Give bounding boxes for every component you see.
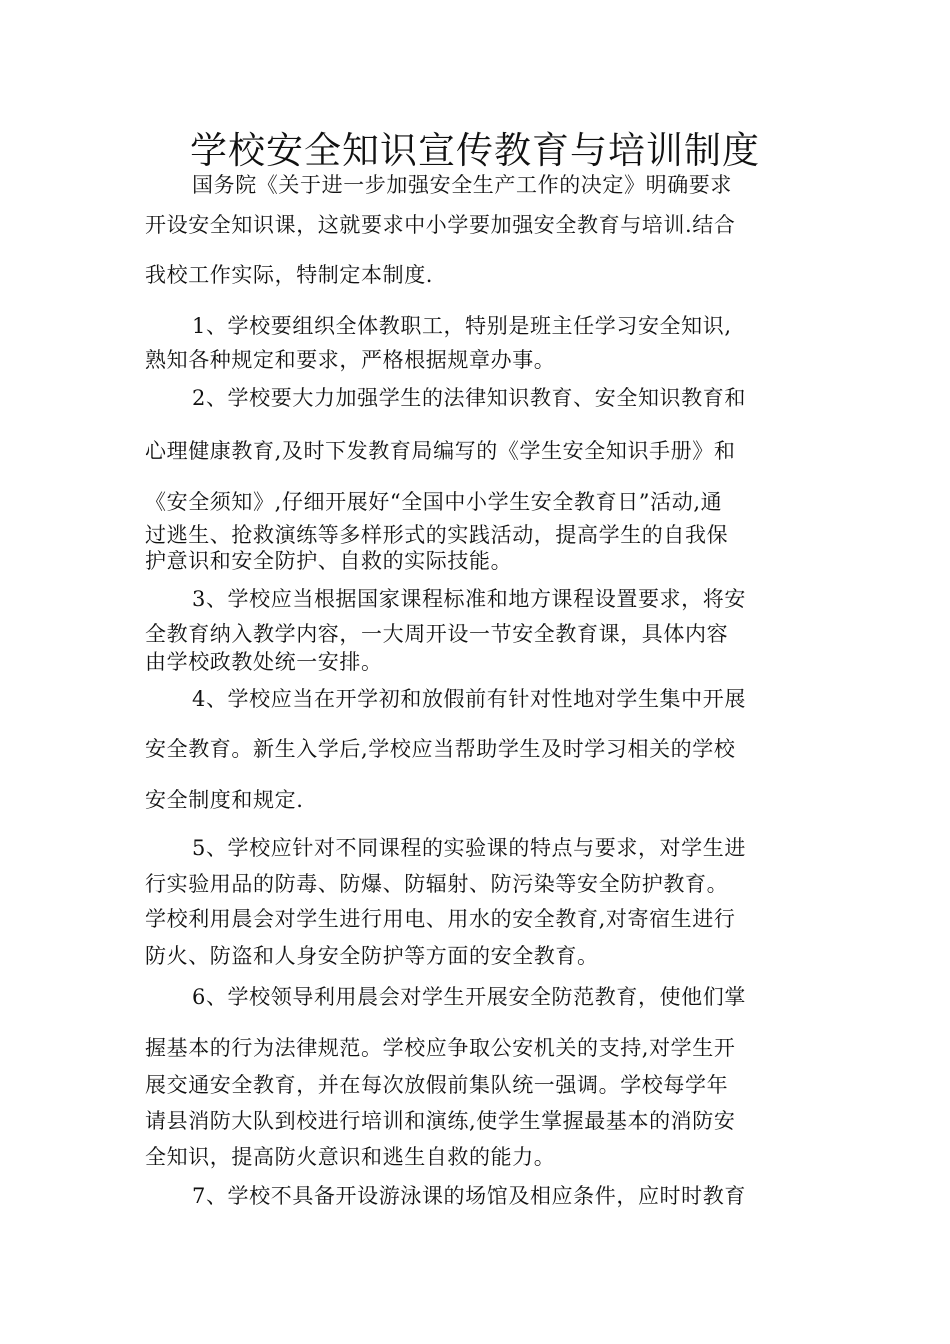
text-line: 请县消防大队到校进行培训和演练,使学生掌握最基本的消防安 [145, 1109, 736, 1133]
text-line: 全知识，提高防火意识和逃生自救的能力。 [145, 1145, 556, 1169]
text-line: 我校工作实际，特制定本制度. [145, 263, 434, 287]
text-line: 熟知各种规定和要求，严格根据规章办事。 [145, 348, 556, 372]
text-line: 学校利用晨会对学生进行用电、用水的安全教育,对寄宿生进行 [145, 907, 736, 931]
text-line: 2、学校要大力加强学生的法律知识教育、安全知识教育和 [192, 386, 746, 410]
text-line: 过逃生、抢救演练等多样形式的实践活动，提高学生的自我保 [145, 523, 729, 547]
text-line: 《安全须知》,仔细开展好“全国中小学生安全教育日”活动,通 [145, 490, 723, 514]
text-line: 全教育纳入教学内容，一大周开设一节安全教育课，具体内容 [145, 622, 729, 646]
text-line: 安全教育。新生入学后,学校应当帮助学生及时学习相关的学校 [145, 737, 736, 761]
text-line: 4、学校应当在开学初和放假前有针对性地对学生集中开展 [192, 687, 746, 711]
document-title: 学校安全知识宣传教育与培训制度 [190, 129, 760, 172]
text-line: 握基本的行为法律规范。学校应争取公安机关的支持,对学生开 [145, 1036, 736, 1060]
text-line: 防火、防盗和人身安全防护等方面的安全教育。 [145, 944, 599, 968]
text-line: 5、学校应针对不同课程的实验课的特点与要求，对学生进 [192, 836, 746, 860]
text-line: 安全制度和规定. [145, 788, 304, 812]
text-line: 3、学校应当根据国家课程标准和地方课程设置要求，将安 [192, 587, 746, 611]
text-line: 行实验用品的防毒、防爆、防辐射、防污染等安全防护教育。 [145, 872, 729, 896]
text-line: 1、学校要组织全体教职工，特别是班主任学习安全知识, [192, 314, 732, 338]
text-line: 开设安全知识课，这就要求中小学要加强安全教育与培训.结合 [145, 213, 736, 237]
text-line: 6、学校领导利用晨会对学生开展安全防范教育，使他们掌 [192, 985, 746, 1009]
text-line: 心理健康教育,及时下发教育局编写的《学生安全知识手册》和 [145, 439, 736, 463]
text-line: 由学校政教处统一安排。 [145, 650, 383, 674]
text-line: 展交通安全教育，并在每次放假前集队统一强调。学校每学年 [145, 1073, 729, 1097]
text-line: 国务院《关于进一步加强安全生产工作的决定》明确要求 [192, 173, 732, 197]
text-line: 护意识和安全防护、自救的实际技能。 [145, 549, 513, 573]
text-line: 7、学校不具备开设游泳课的场馆及相应条件，应时时教育 [192, 1184, 746, 1208]
